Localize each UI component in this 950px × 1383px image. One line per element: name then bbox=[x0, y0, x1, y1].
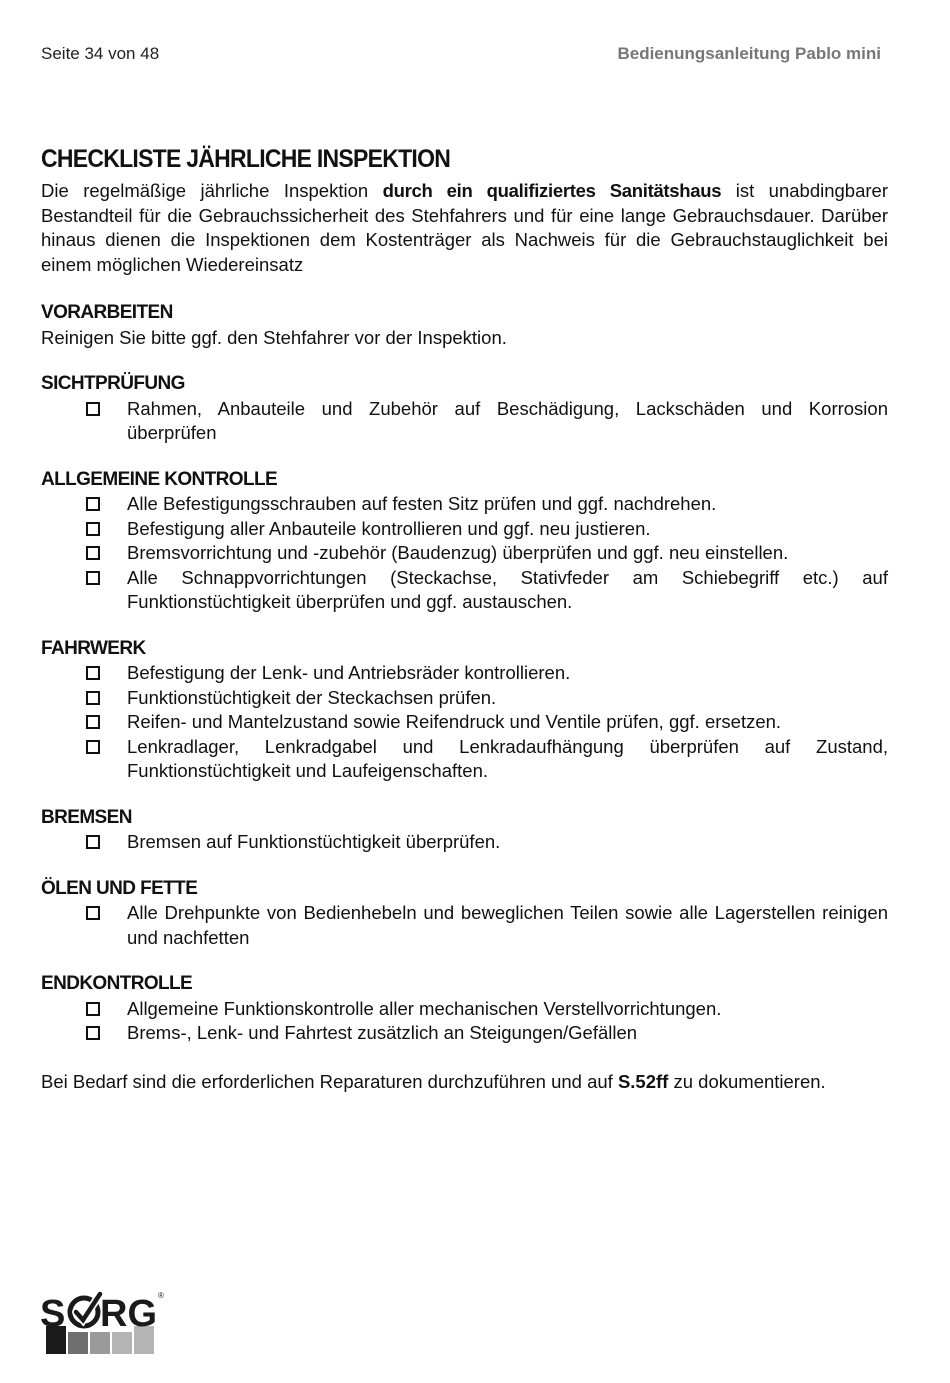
svg-text:RG: RG bbox=[100, 1293, 157, 1335]
page-number: Seite 34 von 48 bbox=[41, 44, 160, 63]
checklist bbox=[41, 830, 888, 855]
checklist-item-label: Alle Drehpunkte von Bedienhebeln und beweglichen Teilen sowie alle Lagerstellen reinigen und nachfetten bbox=[127, 902, 888, 948]
checklist bbox=[41, 492, 888, 615]
section-vorarbeiten bbox=[41, 301, 888, 350]
checklist-item-label: Lenkradlager, Lenkradgabel und Lenkradaufhängung überprüfen auf Zustand, Funktionstüchtigkeit und Laufeigenschaften. bbox=[127, 735, 888, 781]
page-title: CHECKLISTE JÄHRLICHE INSPEKTION bbox=[41, 145, 451, 173]
checklist bbox=[41, 661, 888, 784]
checklist-item-label: Befestigung der Lenk- und Antriebsräder kontrollieren. bbox=[127, 662, 571, 683]
checklist-item-label: Rahmen, Anbauteile und Zubehör auf Beschädigung, Lackschäden und Korrosion überprüfen bbox=[127, 397, 888, 443]
checklist-item-label: Reifen- und Mantelzustand sowie Reifendruck und Ventile prüfen, ggf. ersetzen. bbox=[127, 711, 782, 732]
section-heading: FAHRWERK bbox=[41, 637, 146, 659]
checklist-item bbox=[41, 901, 888, 950]
closing-paragraph bbox=[41, 1070, 888, 1095]
checkbox-icon[interactable] bbox=[86, 740, 100, 754]
checklist-item bbox=[41, 397, 888, 446]
section-text: Reinigen Sie bitte ggf. den Stehfahrer vor der Inspektion. bbox=[41, 326, 507, 348]
checklist-item bbox=[41, 566, 888, 615]
sorg-logo bbox=[40, 1282, 170, 1356]
section-fahrwerk bbox=[41, 637, 888, 784]
registered-mark: ® bbox=[158, 1291, 164, 1300]
checkbox-icon[interactable] bbox=[86, 497, 100, 511]
checklist-item bbox=[41, 735, 888, 784]
checklist-item bbox=[41, 661, 888, 686]
checkbox-icon[interactable] bbox=[86, 522, 100, 536]
page-reference: S.52ff bbox=[617, 1070, 669, 1092]
checkbox-icon[interactable] bbox=[86, 1026, 100, 1040]
section-heading: ÖLEN UND FETTE bbox=[41, 877, 198, 899]
checklist-item bbox=[41, 710, 888, 735]
checkbox-icon[interactable] bbox=[86, 691, 100, 705]
checklist-item bbox=[41, 1021, 888, 1046]
checkbox-icon[interactable] bbox=[86, 571, 100, 585]
svg-text:S: S bbox=[40, 1293, 66, 1335]
intro-text-emphasis: durch ein qualifiziertes Sanitätshaus bbox=[382, 180, 722, 201]
closing-text-start: Bei Bedarf sind die erforderlichen Reparaturen durchzuführen und auf bbox=[41, 1070, 618, 1092]
checklist bbox=[41, 397, 888, 446]
checklist-item-label: Bremsen auf Funktionstüchtigkeit überprüfen. bbox=[127, 831, 501, 852]
checkbox-icon[interactable] bbox=[86, 1002, 100, 1016]
section-heading: VORARBEITEN bbox=[41, 302, 173, 323]
checklist bbox=[41, 997, 888, 1046]
checkbox-icon[interactable] bbox=[86, 906, 100, 920]
section-oelen-und-fette bbox=[41, 877, 888, 951]
section-heading: BREMSEN bbox=[41, 806, 132, 828]
sorg-logo-graphic bbox=[40, 1282, 170, 1356]
checklist-item-label: Brems-, Lenk- und Fahrtest zusätzlich an Steigungen/Gefällen bbox=[127, 1022, 638, 1043]
checklist bbox=[41, 901, 888, 950]
section-allgemeine-kontrolle bbox=[41, 468, 888, 615]
intro-paragraph bbox=[41, 179, 888, 277]
checklist-item-label: Funktionstüchtigkeit der Steckachsen prüfen. bbox=[127, 686, 497, 708]
section-heading: SICHTPRÜFUNG bbox=[41, 373, 185, 394]
section-heading: ALLGEMEINE KONTROLLE bbox=[41, 468, 278, 490]
intro-text-end: ist unabdingbarer Bestandteil für die Gebrauchssicherheit des Stehfahrers und für eine lange Gebrauchsdauer. Darüber hinaus dienen die Inspektionen dem Kostenträger als Nachweis für die Gebrauchstauglichkeit bei einem möglichen Wiedereinsatz bbox=[41, 180, 888, 275]
checklist-item bbox=[41, 997, 888, 1022]
checklist-item bbox=[41, 517, 888, 542]
checkbox-icon[interactable] bbox=[86, 546, 100, 560]
checklist-item-label: Allgemeine Funktionskontrolle aller mechanischen Verstellvorrichtungen. bbox=[127, 997, 722, 1019]
checklist-item bbox=[41, 541, 888, 566]
checklist-item bbox=[41, 830, 888, 855]
section-heading: ENDKONTROLLE bbox=[41, 973, 193, 994]
checklist-item bbox=[41, 492, 888, 517]
checkbox-icon[interactable] bbox=[86, 715, 100, 729]
section-bremsen bbox=[41, 806, 888, 855]
checklist-item-label: Alle Schnappvorrichtungen (Steckachse, Stativfeder am Schiebegriff etc.) auf Funktionstüchtigkeit überprüfen und ggf. austauschen. bbox=[127, 566, 888, 612]
checkbox-icon[interactable] bbox=[86, 666, 100, 680]
page-header bbox=[41, 44, 881, 68]
checklist-item-label: Befestigung aller Anbauteile kontrollieren und ggf. neu justieren. bbox=[127, 517, 651, 539]
intro-text-start: Die regelmäßige jährliche Inspektion bbox=[41, 180, 383, 201]
manual-title: Bedienungsanleitung Pablo mini bbox=[617, 44, 881, 63]
checkbox-icon[interactable] bbox=[86, 835, 100, 849]
checklist-item bbox=[41, 686, 888, 711]
closing-text-end: zu dokumentieren. bbox=[668, 1070, 826, 1092]
section-endkontrolle bbox=[41, 972, 888, 1046]
checkbox-icon[interactable] bbox=[86, 402, 100, 416]
checklist-item-label: Bremsvorrichtung und -zubehör (Baudenzug) überprüfen und ggf. neu einstellen. bbox=[127, 542, 789, 563]
section-sichtpruefung bbox=[41, 372, 888, 446]
document-body bbox=[41, 142, 888, 1094]
checklist-item-label: Alle Befestigungsschrauben auf festen Sitz prüfen und ggf. nachdrehen. bbox=[127, 493, 717, 514]
